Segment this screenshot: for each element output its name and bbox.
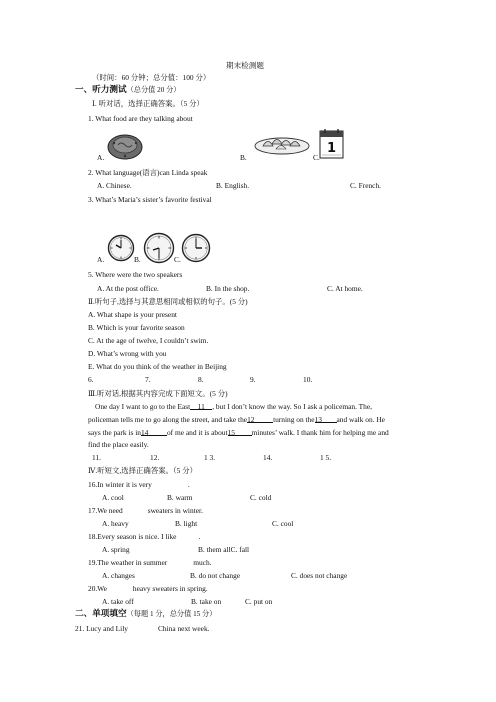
question-text: much. <box>193 558 212 567</box>
passage-text: One day I want to go to the East <box>95 402 191 411</box>
q20-option-b: B. take on <box>191 597 222 606</box>
passage-line-3 <box>88 428 421 437</box>
answer-number: 14. <box>263 453 273 462</box>
part2-heading: Ⅱ.听句子,选择与其意思相同或相似的句子。(5 分) <box>88 297 248 306</box>
answer-number: 7. <box>145 375 151 384</box>
q17-option-c: C. cool <box>272 519 294 528</box>
answer-number: 11. <box>92 453 101 462</box>
part2-option: C. At the age of twelve, I couldn’t swim. <box>88 336 209 345</box>
answer-number: 6. <box>88 375 94 384</box>
answer-number: 12. <box>150 453 160 462</box>
q5-option-a: A. At the post office. <box>97 284 159 293</box>
q18-stem <box>88 532 200 541</box>
answer-number: 1 5. <box>320 453 332 462</box>
q17-stem <box>88 506 203 515</box>
exam-info: （时间：60 分钟；总分值：100 分） <box>92 73 211 82</box>
calendar-icon <box>319 128 345 159</box>
section-title: 一、听力测试 <box>75 85 127 95</box>
blank-12[interactable]: 12 <box>247 415 273 423</box>
passage-text: policeman tells me to go along the street, and take the <box>88 415 248 424</box>
part2-option: A. What shape is your present <box>88 310 177 319</box>
q19-option-b: B. do not change <box>190 571 241 580</box>
q1-option-b: B. <box>240 153 247 162</box>
q2-option-c: C. French. <box>350 181 381 190</box>
mooncake-icon <box>106 131 144 161</box>
question-text: sweaters in winter. <box>147 506 203 515</box>
section-heading-single-choice <box>75 610 216 619</box>
q18-option-a: A. spring <box>102 545 130 554</box>
q20-stem <box>88 584 208 593</box>
q2-option-b: B. English. <box>216 181 250 190</box>
clock-icon <box>181 233 211 263</box>
question-text: China next week. <box>157 624 210 633</box>
question-text: . <box>198 532 201 541</box>
q1-stem: 1. What food are they talking about <box>88 114 193 123</box>
q2-option-a: A. Chinese. <box>97 181 132 190</box>
passage-line-2 <box>88 415 421 424</box>
q18-option-b: B. them allC. fall <box>198 545 250 554</box>
q20-option-c: C. put on <box>245 597 273 606</box>
question-text: . <box>187 480 190 489</box>
passage-text: , but I don’t know the way. So I ask a policeman. The, <box>212 402 372 411</box>
q3-option-c: C. <box>174 255 181 264</box>
calendar-date: 1 <box>326 141 337 156</box>
section-note: （总分值 20 分） <box>126 86 181 94</box>
q3-option-b: B. <box>134 255 141 264</box>
question-text: 18.Every season is nice. I like <box>88 532 177 541</box>
q20-option-a: A. take off <box>102 597 134 606</box>
q16-option-a: A. cool <box>102 493 124 502</box>
section-note: （每题 1 分，总分值 15 分） <box>126 610 217 618</box>
answer-number: 9. <box>250 375 256 384</box>
blank-11[interactable]: 11 <box>190 402 212 410</box>
answer-number: 8. <box>198 375 204 384</box>
clock-icon <box>107 234 135 262</box>
q1-option-a: A. <box>97 153 105 162</box>
part4-heading: Ⅳ.听短文,选择正确答案。（5 分） <box>88 466 198 475</box>
section-heading-listening <box>75 86 181 95</box>
q3-stem: 3. What’s Maria’s sister’s favorite festival <box>88 195 212 204</box>
dumplings-icon <box>254 133 310 155</box>
q19-option-a: A. changes <box>102 571 135 580</box>
passage-line-4: find the place easily. <box>88 440 149 449</box>
page-title: 期末检测题 <box>226 61 264 70</box>
question-text: 21. Lucy and Lily <box>75 624 128 633</box>
q17-option-a: A. heavy <box>102 519 129 528</box>
blank-15[interactable]: 15 <box>228 428 252 436</box>
part3-heading: Ⅲ.听对话,根据其内容完成下面短文。(5 分) <box>88 389 228 398</box>
question-text: 16.In winter it is very <box>88 480 152 489</box>
answer-number: 10. <box>303 375 313 384</box>
question-text: 19.The weather in summer <box>88 558 168 567</box>
part2-option: E. What do you think of the weather in Beijing <box>88 362 227 371</box>
q19-option-c: C. does not change <box>291 571 348 580</box>
q21-stem <box>75 624 209 633</box>
part2-option: B. Which is your favorite season <box>88 323 185 332</box>
passage-text: of me and it is about <box>166 428 228 437</box>
question-text: heavy sweaters in spring. <box>132 584 208 593</box>
q5-stem: 5. Where were the two speakers <box>88 270 183 279</box>
passage-text: says the park is in <box>88 428 141 437</box>
part2-option: D. What’s wrong with you <box>88 349 167 358</box>
part1-heading: Ⅰ. 听对话，选择正确答案。（5 分） <box>92 99 204 108</box>
section-title: 二、单项填空 <box>75 609 127 619</box>
q5-option-c: C. At home. <box>327 284 363 293</box>
blank-14[interactable]: 14 <box>141 428 167 436</box>
answer-number: 1 3. <box>204 453 216 462</box>
q16-option-b: B. warm <box>167 493 193 502</box>
q19-stem <box>88 558 212 567</box>
q1-option-c: C. <box>313 153 320 162</box>
clock-icon <box>143 232 175 264</box>
q2-stem: 2. What language(语言)can Linda speak <box>88 168 208 177</box>
q17-option-b: B. light <box>175 519 198 528</box>
blank-13[interactable]: 13 <box>315 415 337 423</box>
passage-text: turning on the <box>273 415 315 424</box>
passage-text: and walk on. He <box>336 415 385 424</box>
q5-option-b: B. In the shop. <box>206 284 250 293</box>
question-text: 20.We <box>88 584 107 593</box>
q16-stem <box>88 480 190 489</box>
q3-option-a: A. <box>97 255 105 264</box>
passage-text: minutes’ walk. I thank him for helping me and <box>251 428 389 437</box>
q16-option-c: C. cold <box>250 493 272 502</box>
passage-line-1 <box>95 402 421 411</box>
question-text: 17.We need <box>88 506 123 515</box>
